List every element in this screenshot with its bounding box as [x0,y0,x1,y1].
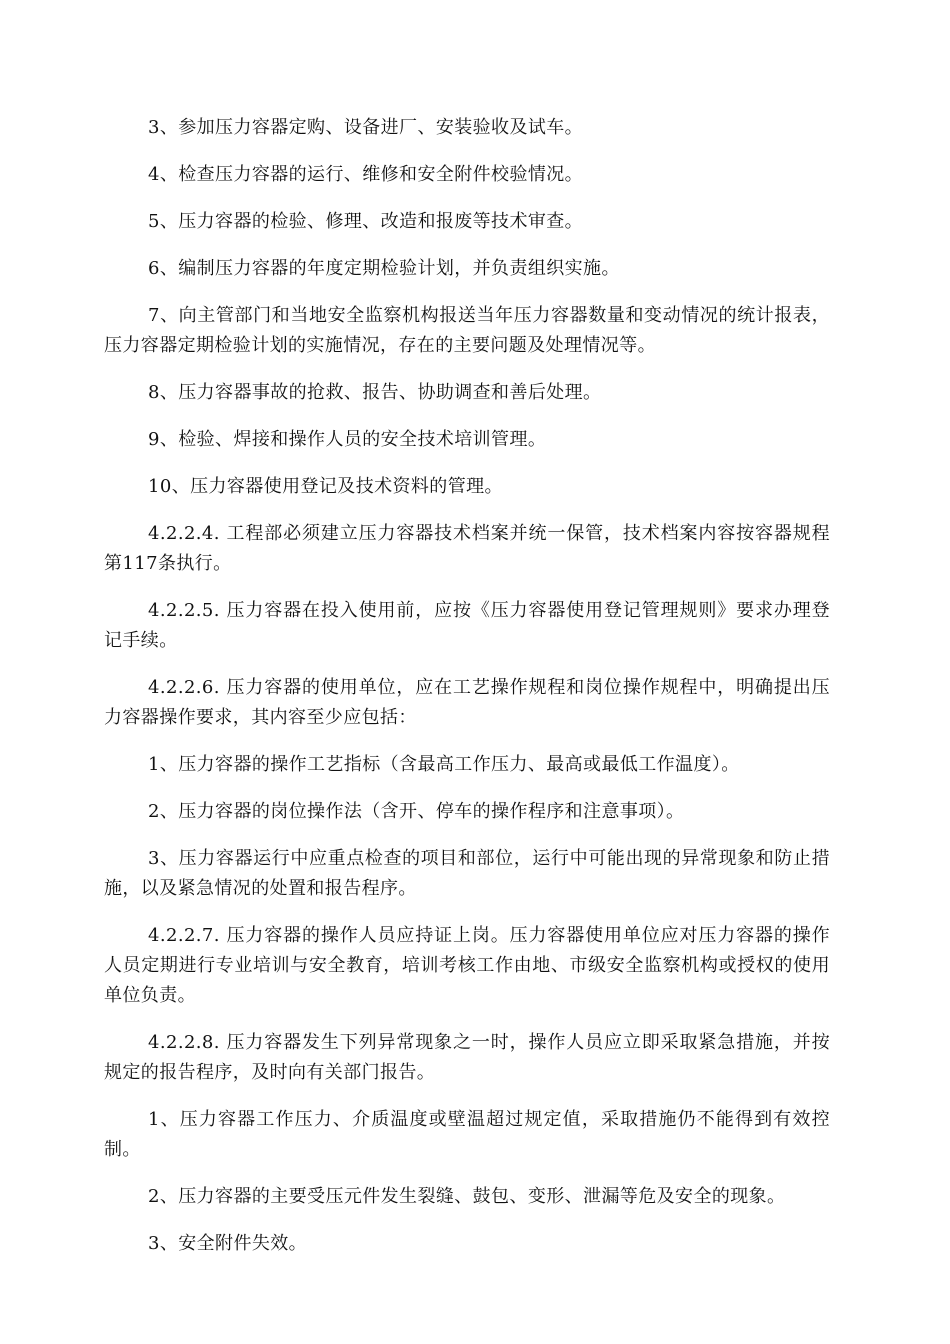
paragraph-item-3: 3、参加压力容器定购、设备进厂、安装验收及试车。 [148,117,584,138]
paragraph-item-10: 10、压力容器使用登记及技术资料的管理。 [148,476,503,497]
section-4-2-2-5: 4.2.2.5. 压力容器在投入使用前，应按《压力容器使用登记管理规则》要求办理登记手续。 [104,600,830,651]
paragraph-item-4: 4、检查压力容器的运行、维修和安全附件校验情况。 [148,164,584,185]
section-4-2-2-8: 4.2.2.8. 压力容器发生下列异常现象之一时，操作人员应立即采取紧急措施，并按规定的报告程序，及时向有关部门报告。 [104,1032,830,1083]
paragraph-abnormal-2: 2、压力容器的主要受压元件发生裂缝、鼓包、变形、泄漏等危及安全的现象。 [148,1186,786,1207]
paragraph-abnormal-3: 3、安全附件失效。 [148,1233,308,1254]
paragraph-item-7: 7、向主管部门和当地安全监察机构报送当年压力容器数量和变动情况的统计报表，压力容器定期检验计划的实施情况，存在的主要问题及处理情况等。 [104,305,830,356]
section-4-2-2-4: 4.2.2.4. 工程部必须建立压力容器技术档案并统一保管，技术档案内容按容器规程第117条执行。 [104,523,830,574]
section-4-2-2-6: 4.2.2.6. 压力容器的使用单位，应在工艺操作规程和岗位操作规程中，明确提出压力容器操作要求，其内容至少应包括： [104,677,830,728]
paragraph-item-5: 5、压力容器的检验、修理、改造和报废等技术审查。 [148,211,584,232]
paragraph-sub-item-1: 1、压力容器的操作工艺指标（含最高工作压力、最高或最低工作温度）。 [148,754,740,775]
paragraph-item-6: 6、编制压力容器的年度定期检验计划，并负责组织实施。 [148,258,620,279]
paragraph-abnormal-1: 1、压力容器工作压力、介质温度或壁温超过规定值，采取措施仍不能得到有效控制。 [104,1109,830,1160]
document-body [104,113,830,1276]
paragraph-sub-item-2: 2、压力容器的岗位操作法（含开、停车的操作程序和注意事项）。 [148,801,685,822]
paragraph-item-8: 8、压力容器事故的抢救、报告、协助调查和善后处理。 [148,382,602,403]
section-4-2-2-7: 4.2.2.7. 压力容器的操作人员应持证上岗。压力容器使用单位应对压力容器的操作人员定期进行专业培训与安全教育，培训考核工作由地、市级安全监察机构或授权的使用单位负责。 [104,925,830,1006]
paragraph-sub-item-3: 3、压力容器运行中应重点检查的项目和部位，运行中可能出现的异常现象和防止措施，以及紧急情况的处置和报告程序。 [104,848,830,899]
paragraph-item-9: 9、检验、焊接和操作人员的安全技术培训管理。 [148,429,547,450]
